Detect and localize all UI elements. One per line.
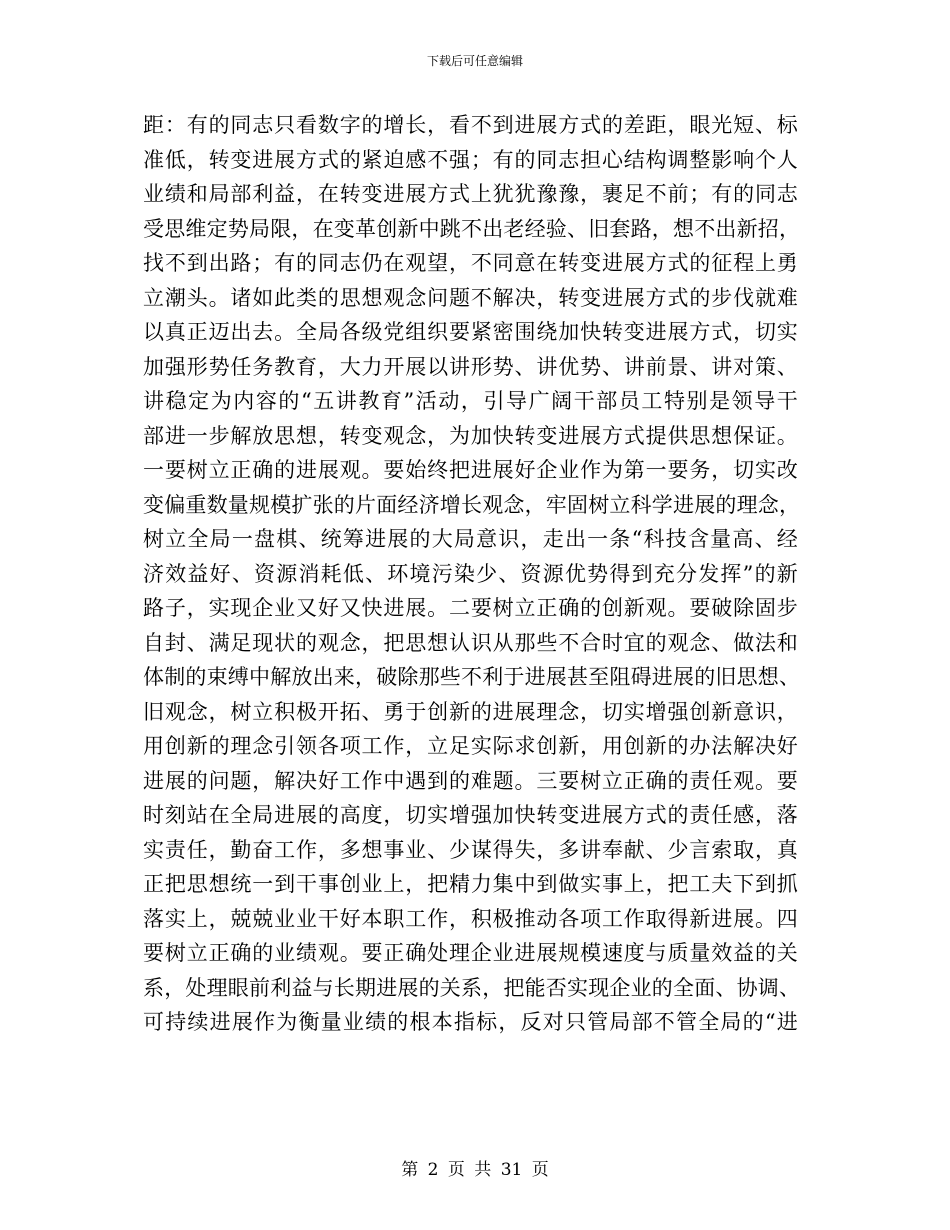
text-line: 立潮头。诸如此类的思想观念问题不解决，转变进展方式的步伐就难 [143,285,798,310]
document-body [143,108,801,1040]
text-line: 准低，转变进展方式的紧迫感不强；有的同志担心结构调整影响个人 [143,147,798,172]
text-line: 旧观念，树立积极开拓、勇于创新的进展理念，切实增强创新意识， [143,699,798,724]
page-header: 下载后可任意编辑 [426,54,523,68]
page-number-footer: 第 2 页 共 31 页 [401,1160,549,1180]
text-line: 找不到出路；有的同志仍在观望，不同意在转变进展方式的征程上勇 [143,251,798,275]
text-line: 时刻站在全局进展的高度，切实增强加快转变进展方式的责任感，落 [143,803,798,827]
text-line: 进展的问题，解决好工作中遇到的难题。三要树立正确的责任观。要 [143,768,798,793]
text-line: 受思维定势局限，在变革创新中跳不出老经验、旧套路，想不出新招， [143,216,801,241]
text-line: 自封、满足现状的观念，把思想认识从那些不合时宜的观念、做法和 [143,630,798,655]
text-line: 讲稳定为内容的“五讲教育”活动，引导广阔干部员工特别是领导干 [143,389,798,413]
text-line: 用创新的理念引领各项工作，立足实际求创新，用创新的办法解决好 [143,734,798,758]
text-line: 以真正迈出去。全局各级党组织要紧密围绕加快转变进展方式，切实 [143,320,798,344]
text-line: 系，处理眼前利益与长期进展的关系，把能否实现企业的全面、协调、 [143,975,801,1000]
text-line: 距：有的同志只看数字的增长，看不到进展方式的差距，眼光短、标 [143,113,798,137]
text-line: 实责任，勤奋工作，多想事业、少谋得失，多讲奉献、少言索取，真 [143,837,798,862]
text-line: 一要树立正确的进展观。要始终把进展好企业作为第一要务，切实改 [143,458,798,482]
text-line: 可持续进展作为衡量业绩的根本指标，反对只管局部不管全局的“进 [143,1010,798,1034]
text-line: 体制的束缚中解放出来，破除那些不利于进展甚至阻碍进展的旧思想、 [143,665,801,689]
text-line: 要树立正确的业绩观。要正确处理企业进展规模速度与质量效益的关 [143,941,798,965]
text-line: 路子，实现企业又好又快进展。二要树立正确的创新观。要破除固步 [143,596,798,620]
text-line: 济效益好、资源消耗低、环境污染少、资源优势得到充分发挥”的新 [143,561,798,586]
text-line: 加强形势任务教育，大力开展以讲形势、讲优势、讲前景、讲对策、 [143,354,798,379]
text-line: 树立全局一盘棋、统筹进展的大局意识，走出一条“科技含量高、经 [143,527,798,551]
text-line: 正把思想统一到干事创业上，把精力集中到做实事上，把工夫下到抓 [143,872,798,896]
text-line: 变偏重数量规模扩张的片面经济增长观念，牢固树立科学进展的理念， [143,492,801,517]
text-line: 业绩和局部利益，在转变进展方式上犹犹豫豫，裹足不前；有的同志 [143,182,798,206]
text-line: 部进一步解放思想，转变观念，为加快转变进展方式提供思想保证。 [143,423,798,448]
text-line: 落实上，兢兢业业干好本职工作，积极推动各项工作取得新进展。四 [143,906,798,931]
